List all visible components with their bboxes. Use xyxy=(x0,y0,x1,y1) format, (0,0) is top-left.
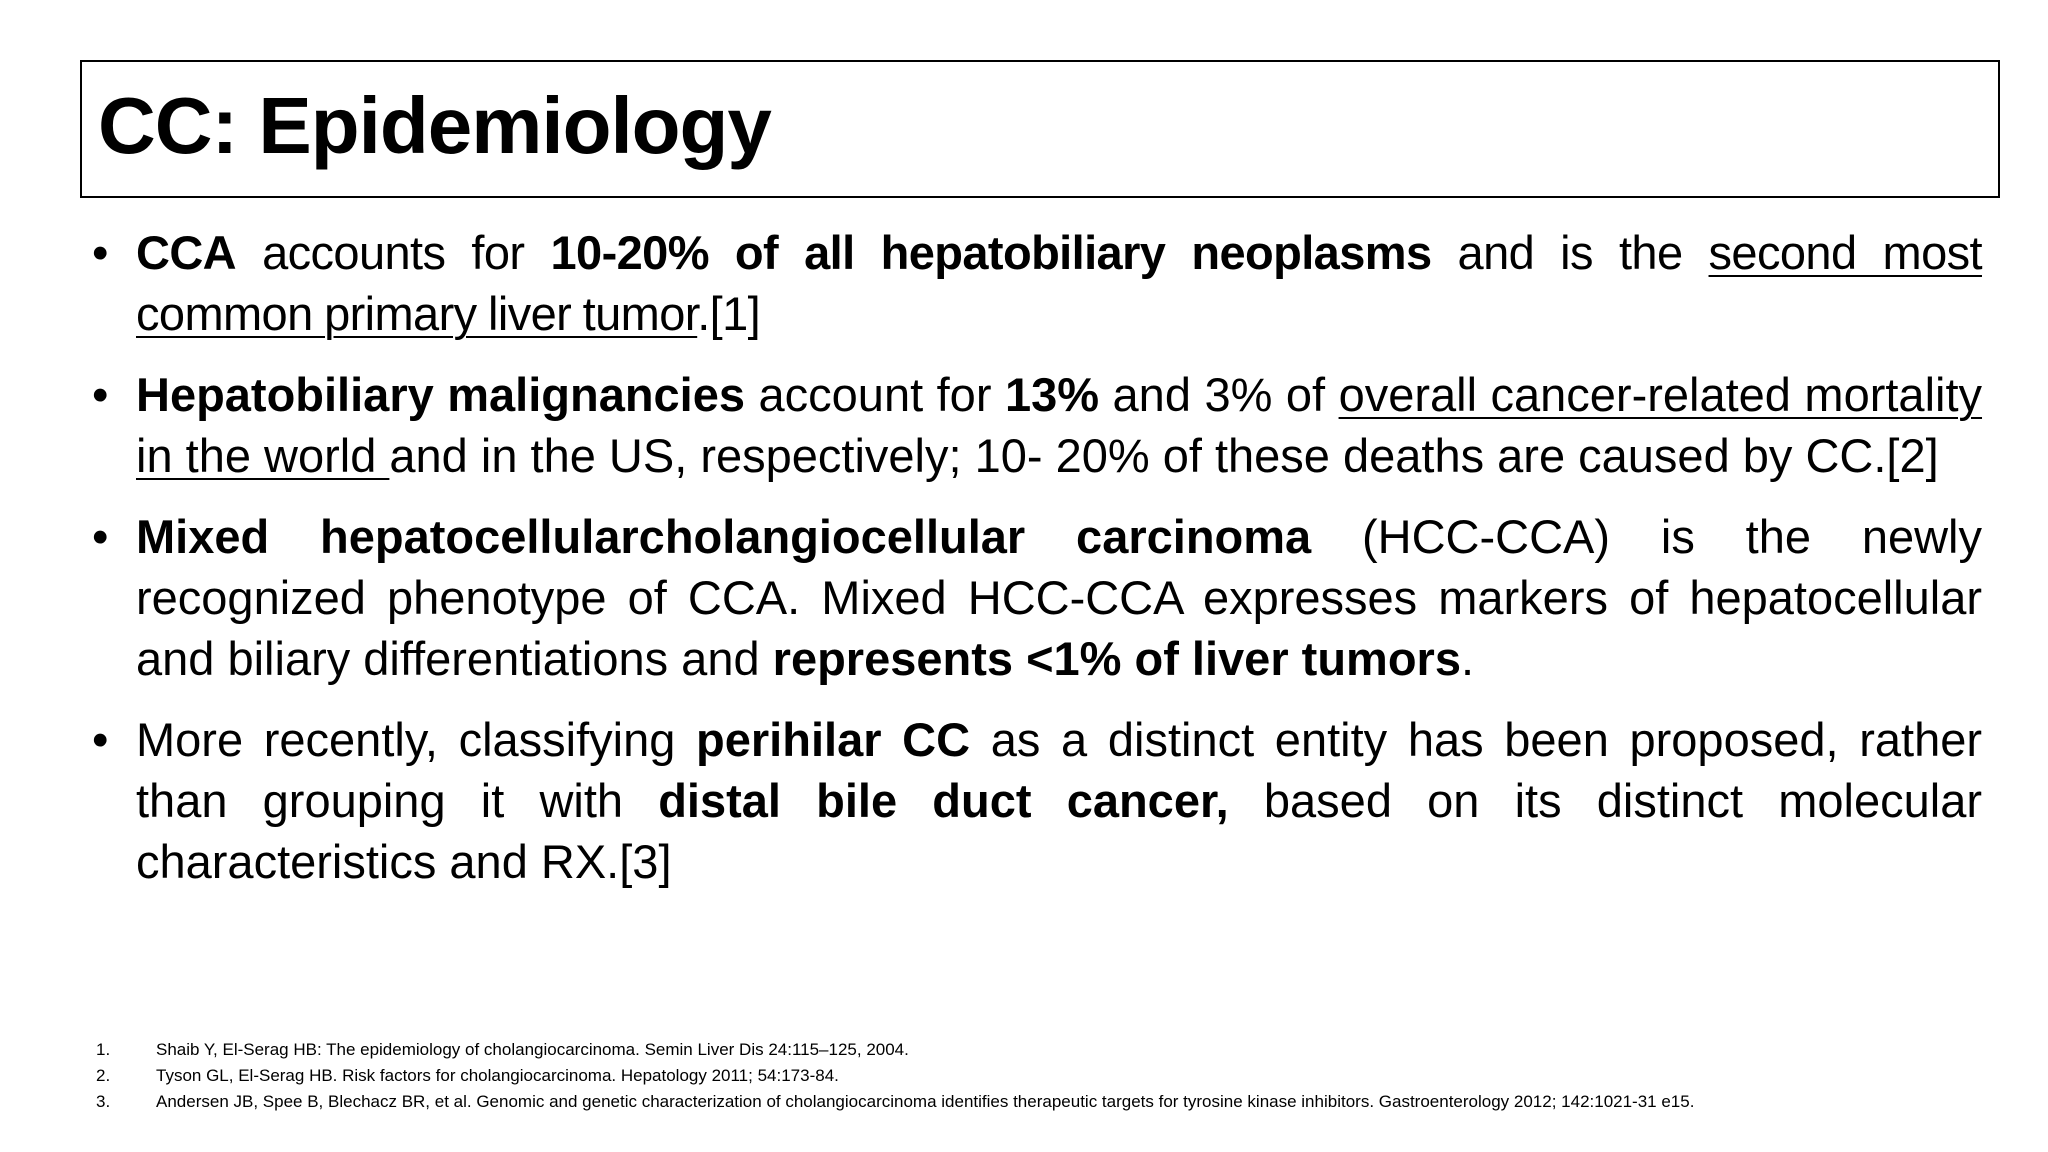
bullet-text-bold: 10-20% of all hepatobiliary neoplasms xyxy=(550,226,1432,279)
reference-item xyxy=(96,1089,1996,1115)
bullet-marker: • xyxy=(92,510,109,563)
reference-number: 2. xyxy=(96,1066,111,1085)
bullet-text: as a distinct entity has been proposed, rather than grouping it with xyxy=(136,713,1982,827)
bullet-text: (HCC-CCA) is the newly recognized phenotype of CCA. Mixed HCC-CCA expresses markers of hepatocellular and biliary differentiations and xyxy=(136,510,1982,685)
bullet-text: .[1] xyxy=(697,287,761,340)
bullet-marker: • xyxy=(92,368,109,421)
bullet-marker: • xyxy=(92,226,108,279)
bullet-list xyxy=(92,222,1982,912)
bullet-text-bold: distal bile duct cancer, xyxy=(658,774,1229,827)
reference-item xyxy=(96,1063,1996,1089)
bullet-text: accounts for xyxy=(236,226,551,279)
bullet-text-bold: CCA xyxy=(136,226,237,279)
bullet-text-bold: 13% xyxy=(1004,368,1100,421)
bullet-text-bold: Hepatobiliary malignancies xyxy=(136,368,746,421)
bullet-text: and 3% of xyxy=(1099,368,1339,421)
slide-title: CC: Epidemiology xyxy=(98,81,771,170)
bullet-text: More recently, classifying xyxy=(136,713,697,766)
bullet-item xyxy=(92,709,1982,892)
reference-number: 1. xyxy=(96,1040,111,1059)
bullet-text: . xyxy=(1460,632,1475,685)
bullet-text-underlined: overall cancer-related mortality in the world xyxy=(136,368,1983,482)
bullet-text: account for xyxy=(745,368,1005,421)
bullet-item xyxy=(92,222,1982,344)
bullet-text: based on its distinct molecular characteristics and RX.[3] xyxy=(136,774,1982,888)
reference-number: 3. xyxy=(96,1092,111,1111)
bullet-item xyxy=(92,506,1982,689)
bullet-text-bold: represents <1% of liver tumors xyxy=(772,632,1461,685)
bullet-text-bold: Mixed hepatocellularcholangiocellular carcinoma xyxy=(136,510,1312,563)
reference-item xyxy=(96,1037,1996,1063)
reference-text: Tyson GL, El-Serag HB. Risk factors for cholangiocarcinoma. Hepatology 2011; 54:173-84. xyxy=(156,1066,839,1085)
bullet-text: and is the xyxy=(1431,226,1709,279)
reference-text: Shaib Y, El-Serag HB: The epidemiology of cholangiocarcinoma. Semin Liver Dis 24:115–125, 2004. xyxy=(156,1040,909,1059)
bullet-marker: • xyxy=(92,713,109,766)
reference-list xyxy=(96,1037,1996,1115)
title-box xyxy=(80,60,2000,198)
bullet-text: and in the US, respectively; 10- 20% of these deaths are caused by CC.[2] xyxy=(389,429,1939,482)
reference-text: Andersen JB, Spee B, Blechacz BR, et al. Genomic and genetic characterization of cholangiocarcinoma identifies therapeutic targets for tyrosine kinase inhibitors. Gastroenterology 2012; 142:1021-31 e15. xyxy=(156,1092,1695,1111)
bullet-text-underlined: second most common primary liver tumor xyxy=(136,226,1982,340)
bullet-item xyxy=(92,364,1982,486)
bullet-text-bold: perihilar CC xyxy=(696,713,971,766)
